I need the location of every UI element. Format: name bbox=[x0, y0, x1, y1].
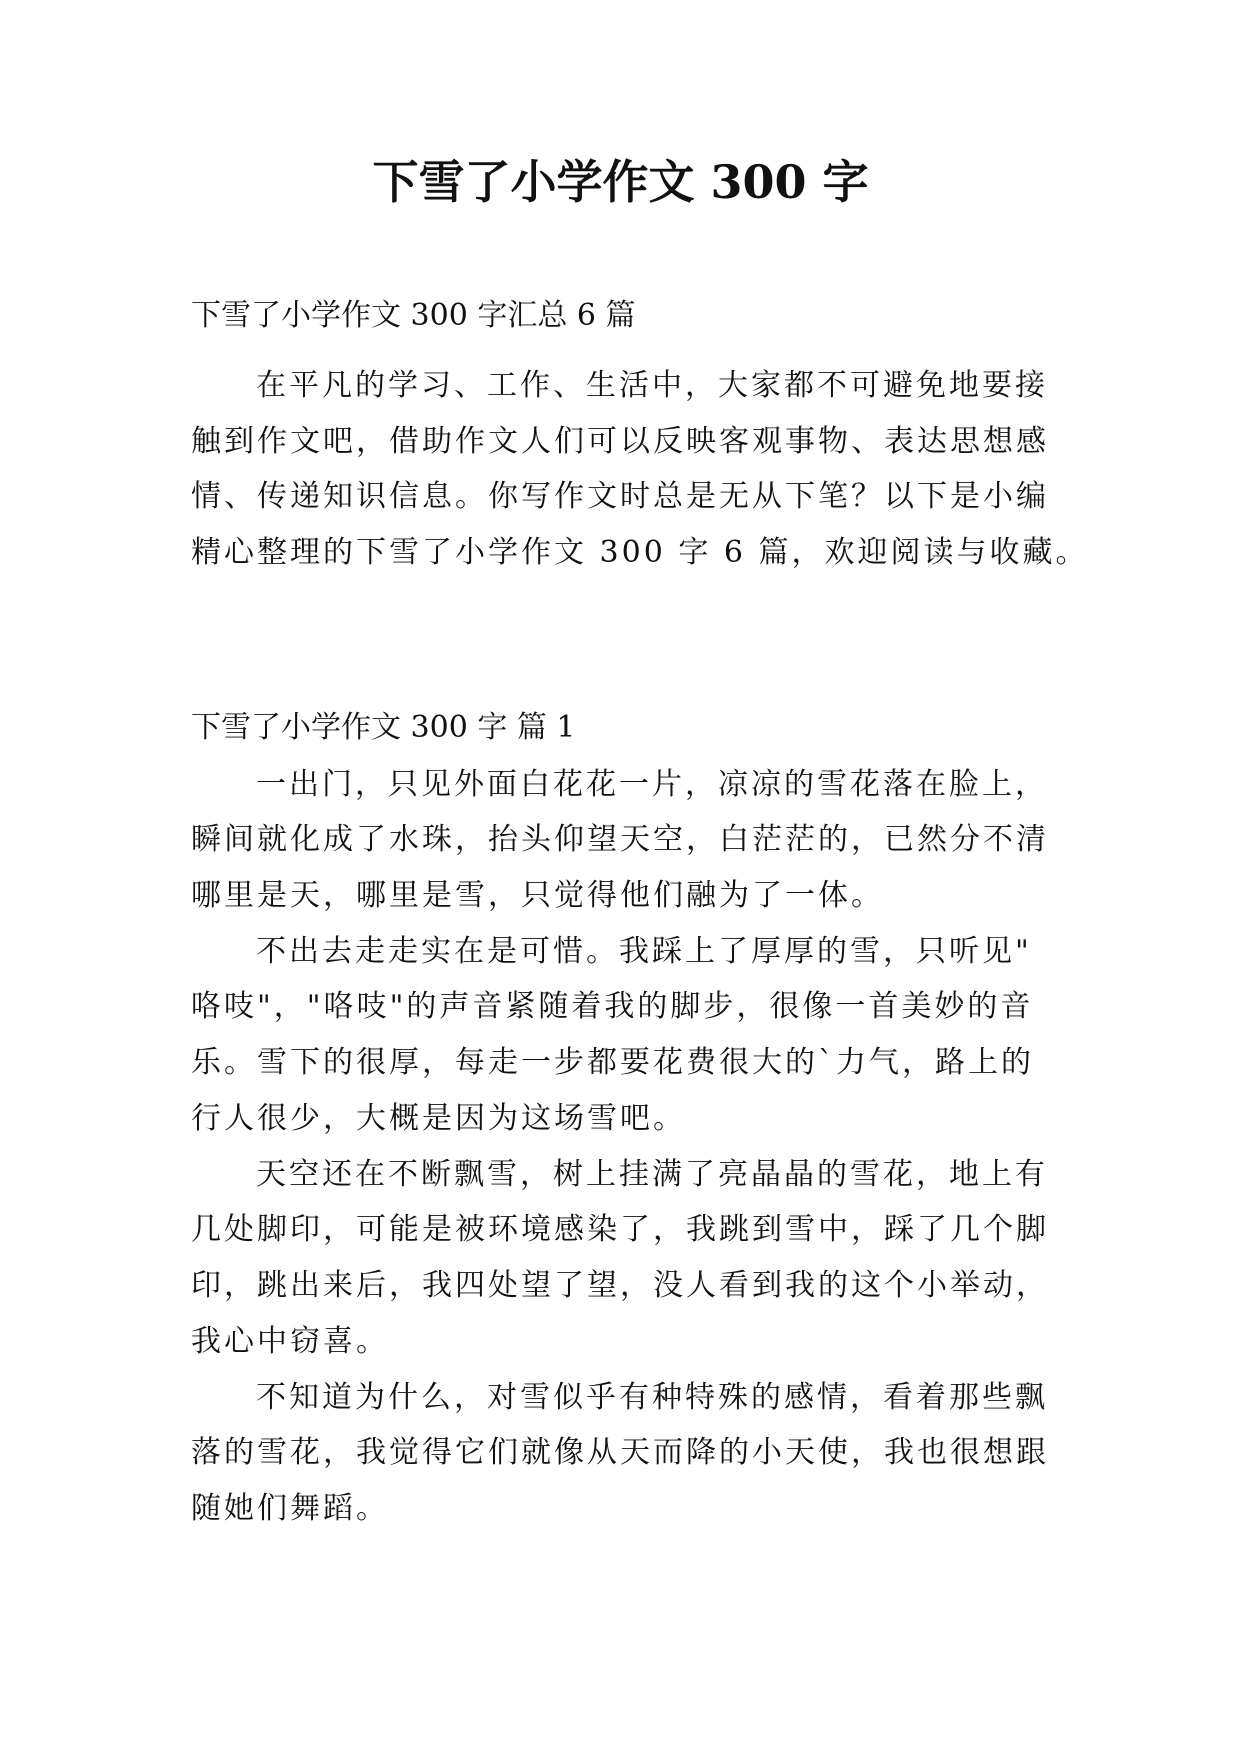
essay-line: 乐。雪下的很厚，每走一步都要花费很大的`力气，路上的 bbox=[191, 1045, 1034, 1080]
document-subtitle: 下雪了小学作文 300 字汇总 6 篇 bbox=[191, 298, 636, 333]
essay-line: 一出门，只见外面白花花一片，凉凉的雪花落在脸上， bbox=[256, 767, 1048, 802]
intro-line: 在平凡的学习、工作、生活中，大家都不可避免地要接 bbox=[256, 368, 1048, 403]
essay-line: 咯吱"，"咯吱"的声音紧随着我的脚步，很像一首美妙的音 bbox=[191, 989, 1034, 1024]
essay-line: 不知道为什么，对雪似乎有种特殊的感情，看着那些飘 bbox=[256, 1380, 1048, 1415]
essay-line: 印，跳出来后，我四处望了望，没人看到我的这个小举动， bbox=[191, 1268, 1049, 1303]
essay-line: 哪里是天，哪里是雪，只觉得他们融为了一体。 bbox=[191, 878, 884, 913]
essay-line: 不出去走走实在是可惜。我踩上了厚厚的雪，只听见" bbox=[256, 934, 1032, 969]
essay-line: 随她们舞蹈。 bbox=[191, 1491, 389, 1526]
intro-line: 情、传递知识信息。你写作文时总是无从下笔？以下是小编 bbox=[191, 479, 1049, 514]
essay-line: 我心中窃喜。 bbox=[191, 1324, 389, 1359]
intro-line: 精心整理的下雪了小学作文 300 字 6 篇，欢迎阅读与收藏。 bbox=[191, 535, 1089, 570]
essay-line: 行人很少，大概是因为这场雪吧。 bbox=[191, 1101, 686, 1136]
essay-line: 瞬间就化成了水珠，抬头仰望天空，白茫茫的，已然分不清 bbox=[191, 822, 1049, 857]
essay-line: 天空还在不断飘雪，树上挂满了亮晶晶的雪花，地上有 bbox=[256, 1157, 1048, 1192]
essay-line: 落的雪花，我觉得它们就像从天而降的小天使，我也很想跟 bbox=[191, 1435, 1049, 1470]
document-title: 下雪了小学作文 300 字 bbox=[372, 155, 869, 209]
section-heading: 下雪了小学作文 300 字 篇 1 bbox=[191, 710, 576, 745]
intro-line: 触到作文吧，借助作文人们可以反映客观事物、表达思想感 bbox=[191, 424, 1049, 459]
essay-line: 几处脚印，可能是被环境感染了，我跳到雪中，踩了几个脚 bbox=[191, 1212, 1049, 1247]
